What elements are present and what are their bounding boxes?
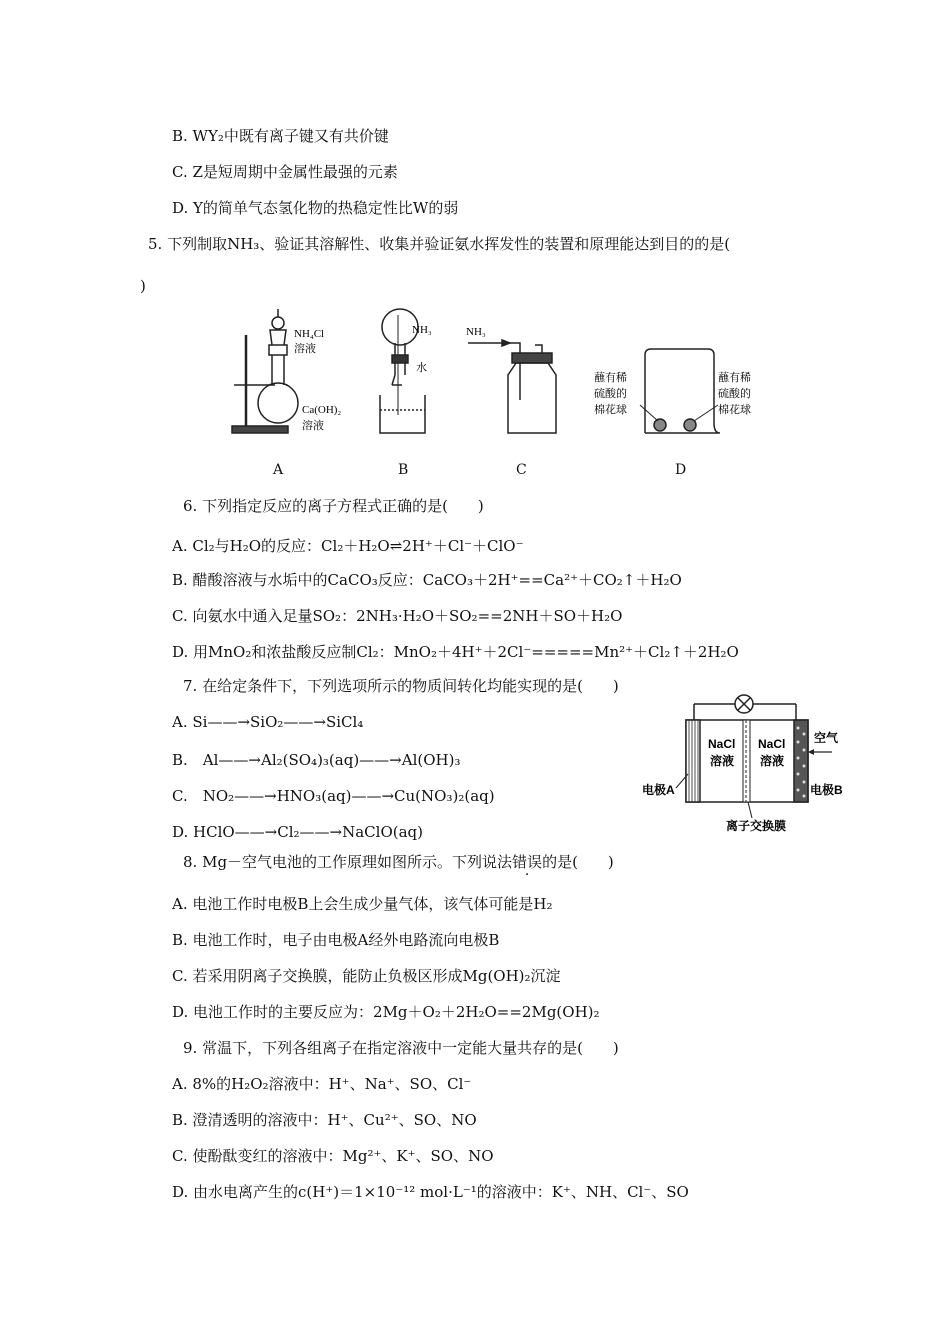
q4-option-d: D. Y的简单气态氢化物的热稳定性比W的弱 bbox=[172, 199, 459, 217]
q8-option-a: A. 电池工作时电极B上会生成少量气体，该气体可能是H₂ bbox=[172, 895, 553, 913]
a-nh4cl-sol-label: 溶液 bbox=[294, 343, 316, 355]
q6-stem: 6. 下列指定反应的离子方程式正确的是( ) bbox=[183, 497, 484, 515]
nacl-right-line1: NaCl bbox=[758, 737, 786, 751]
b-water-label: 水 bbox=[416, 362, 427, 374]
q9-option-b: B. 澄清透明的溶液中：H⁺、Cu²⁺、SO、NO bbox=[172, 1111, 477, 1129]
q8-stem-pre: 8. Mg－空气电池的工作原理如图所示。下列说法 bbox=[183, 853, 513, 871]
q6-option-b: B. 醋酸溶液与水垢中的CaCO₃反应：CaCO₃＋2H⁺==Ca²⁺＋CO₂↑＋H₂O bbox=[172, 571, 682, 589]
electrode-b-plate bbox=[794, 720, 808, 802]
a-caoh-label: Ca(OH)₂ bbox=[302, 404, 342, 416]
d-left-line2: 硫酸的 bbox=[594, 388, 627, 400]
q8-stem bbox=[183, 852, 614, 872]
q5-stem-close: ) bbox=[140, 277, 146, 295]
q7-option-a: A. Si——→SiO₂——→SiCl₄ bbox=[172, 713, 364, 731]
q8-stem-emphasis: 错误 bbox=[512, 853, 543, 871]
q5-caption-d: D bbox=[675, 462, 687, 478]
d-left-line3: 棉花球 bbox=[594, 404, 627, 416]
q7-option-d: D. HClO——→Cl₂——→NaClO(aq) bbox=[172, 823, 423, 841]
q9-stem: 9. 常温下，下列各组离子在指定溶液中一定能大量共存的是( ) bbox=[183, 1039, 619, 1057]
a-caoh-sol-label: 溶液 bbox=[302, 420, 324, 432]
q7-option-c: C. NO₂——→HNO₃(aq)——→Cu(NO₃)₂(aq) bbox=[172, 787, 495, 805]
q4-option-b: B. WY₂中既有离子键又有共价键 bbox=[172, 127, 389, 145]
q6-option-d: D. 用MnO₂和浓盐酸反应制Cl₂：MnO₂＋4H⁺＋2Cl⁻=====Mn²⁺＋Cl₂↑＋2H₂O bbox=[172, 643, 739, 661]
q7-stem: 7. 在给定条件下，下列选项所示的物质间转化均能实现的是( ) bbox=[183, 677, 619, 695]
q6-option-c: C. 向氨水中通入足量SO₂：2NH₃·H₂O＋SO₂==2NH＋SO＋H₂O bbox=[172, 607, 623, 625]
q5-stem: 5. 下列制取NH₃、验证其溶解性、收集并验证氨水挥发性的装置和原理能达到目的的是( bbox=[148, 235, 731, 253]
a-nh4cl-label: NH₄Cl bbox=[294, 328, 325, 340]
electrode-b-label: 电极B bbox=[810, 783, 843, 797]
q4-option-c: C. Z是短周期中金属性最强的元素 bbox=[172, 163, 398, 181]
d-right-line1: 蘸有稀 bbox=[718, 372, 751, 384]
apparatus-d bbox=[640, 349, 720, 433]
air-label: 空气 bbox=[814, 731, 839, 745]
nacl-left-line1: NaCl bbox=[708, 737, 736, 751]
d-left-line1: 蘸有稀 bbox=[594, 372, 627, 384]
apparatus-c bbox=[468, 340, 556, 433]
q8-stem-post: 的是( ) bbox=[542, 853, 614, 871]
c-nh3-label: NH₃ bbox=[466, 326, 486, 338]
b-nh3-label: NH₃ bbox=[412, 324, 432, 336]
q8-option-c: C. 若采用阴离子交换膜，能防止负极区形成Mg(OH)₂沉淀 bbox=[172, 967, 561, 985]
q8-option-b: B. 电池工作时，电子由电极A经外电路流向电极B bbox=[172, 931, 500, 949]
nacl-left-line2: 溶液 bbox=[710, 754, 735, 768]
q9-option-d: D. 由水电离产生的c(H⁺)＝1×10⁻¹² mol·L⁻¹的溶液中：K⁺、NH、Cl⁻、SO bbox=[172, 1183, 689, 1201]
d-right-line2: 硫酸的 bbox=[718, 388, 751, 400]
q5-caption-c: C bbox=[516, 462, 527, 478]
nacl-right-line2: 溶液 bbox=[760, 754, 785, 768]
q7-option-b: B. Al——→Al₂(SO₄)₃(aq)——→Al(OH)₃ bbox=[172, 751, 461, 769]
q5-caption-b: B bbox=[398, 462, 409, 478]
apparatus-a bbox=[232, 309, 298, 433]
q9-option-a: A. 8%的H₂O₂溶液中：H⁺、Na⁺、SO、Cl⁻ bbox=[172, 1075, 472, 1093]
q8-battery-svg bbox=[642, 690, 848, 840]
q6-option-a: A. Cl₂与H₂O的反应：Cl₂＋H₂O⇌2H⁺＋Cl⁻＋ClO⁻ bbox=[172, 537, 524, 555]
d-right-line3: 棉花球 bbox=[718, 404, 751, 416]
q5-caption-a: A bbox=[273, 462, 284, 478]
q8-option-d: D. 电池工作时的主要反应为：2Mg＋O₂＋2H₂O==2Mg(OH)₂ bbox=[172, 1003, 600, 1021]
electrode-a-label: 电极A bbox=[642, 783, 675, 797]
q8-battery-figure bbox=[642, 690, 848, 840]
q5-apparatus-figure bbox=[220, 305, 780, 445]
q9-option-c: C. 使酚酞变红的溶液中：Mg²⁺、K⁺、SO、NO bbox=[172, 1147, 494, 1165]
membrane-label: 离子交换膜 bbox=[726, 819, 787, 833]
q5-apparatus-svg bbox=[220, 305, 780, 445]
